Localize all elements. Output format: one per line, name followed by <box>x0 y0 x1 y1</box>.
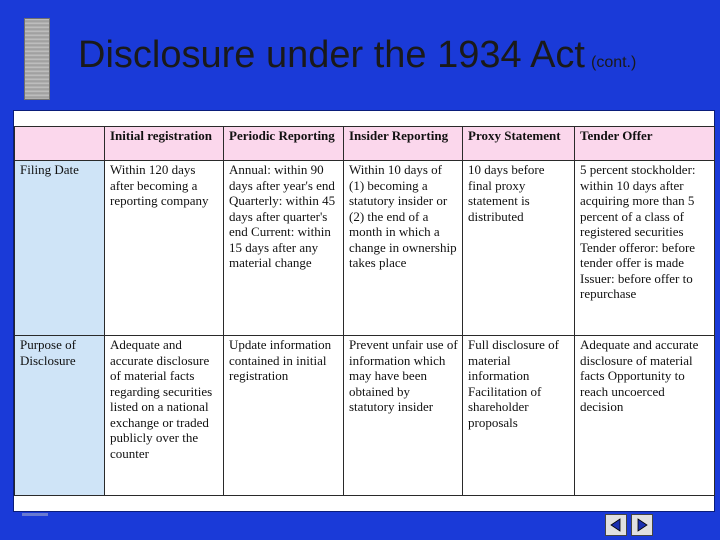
footer-mark <box>22 513 48 516</box>
table-cell: Within 120 days after becoming a reporting company <box>105 161 224 336</box>
table-row-purpose <box>15 336 715 496</box>
header-proxy-statement: Proxy Statement <box>463 127 575 161</box>
table-cell: Full disclosure of material information Facilitation of shareholder proposals <box>463 336 575 496</box>
table-frame <box>13 110 715 512</box>
arrow-right-icon <box>634 517 650 533</box>
arrow-left-icon <box>608 517 624 533</box>
table-cell: Within 10 days of (1) becoming a statutory insider or (2) the end of a month in which a change in ownership takes place <box>344 161 463 336</box>
row-label-filing-date: Filing Date <box>15 161 105 336</box>
table-cell: Adequate and accurate disclosure of material facts regarding securities listed on a national exchange or traded publicly over the counter <box>105 336 224 496</box>
row-label-purpose: Purpose of Disclosure <box>15 336 105 496</box>
table-cell: Annual: within 90 days after year's end Quarterly: within 45 days after quarter's end Current: within 15 days after any material change <box>224 161 344 336</box>
decorative-side-bar <box>24 18 50 100</box>
slide-title-suffix: (cont.) <box>590 54 637 71</box>
header-insider-reporting: Insider Reporting <box>344 127 463 161</box>
table-cell: Update information contained in initial registration <box>224 336 344 496</box>
header-initial-registration: Initial registration <box>105 127 224 161</box>
table-cell: Prevent unfair use of information which may have been obtained by statutory insider <box>344 336 463 496</box>
slide-title-text: Disclosure under the 1934 Act <box>78 34 585 76</box>
next-slide-button[interactable] <box>631 514 653 536</box>
header-tender-offer: Tender Offer <box>575 127 715 161</box>
header-cell-empty <box>15 127 105 161</box>
table-row-filing-date <box>15 161 715 336</box>
table-header-row <box>15 127 715 161</box>
slide-title <box>78 34 636 77</box>
disclosure-table <box>14 126 715 496</box>
table-cell: 10 days before final proxy statement is distributed <box>463 161 575 336</box>
table-cell: Adequate and accurate disclosure of material facts Opportunity to reach uncoerced decision <box>575 336 715 496</box>
previous-slide-button[interactable] <box>605 514 627 536</box>
table-cell: 5 percent stockholder: within 10 days after acquiring more than 5 percent of a class of registered securities Tender offeror: before tender offer is made Issuer: before offer to repurchase <box>575 161 715 336</box>
header-periodic-reporting: Periodic Reporting <box>224 127 344 161</box>
